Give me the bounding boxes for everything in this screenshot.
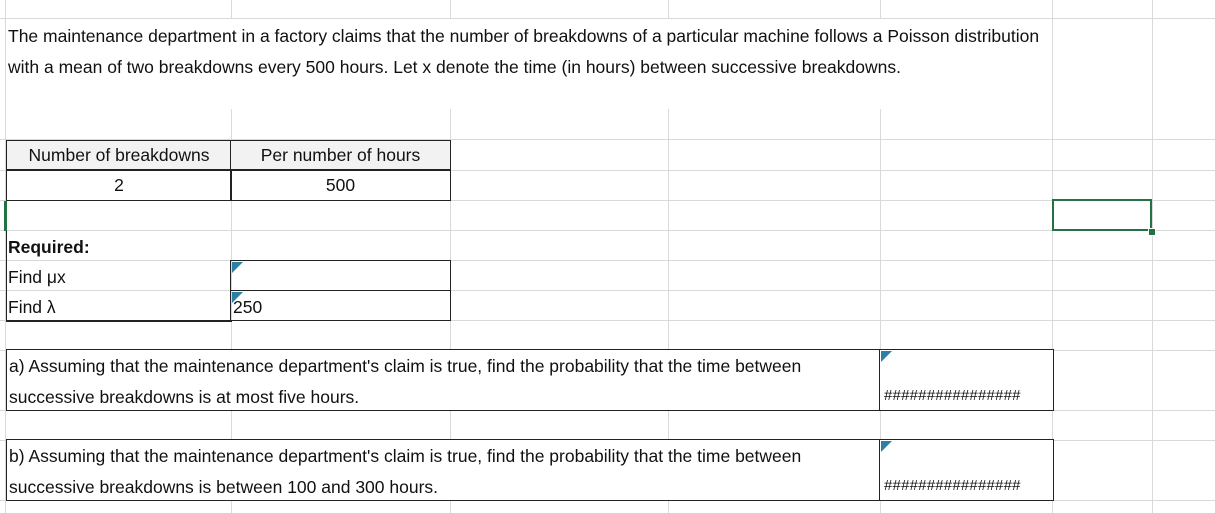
header-number-of-breakdowns[interactable]: Number of breakdowns xyxy=(6,140,232,171)
answer-a-value: ################ xyxy=(884,387,1021,404)
row-selection-marker xyxy=(4,201,7,231)
answer-b-value: ################ xyxy=(884,477,1021,494)
question-b-text: b) Assuming that the maintenance department's claim is true, find the probability that the time between successive breakdowns is between 100 and 300 hours. xyxy=(9,446,802,497)
required-label: Required: xyxy=(8,237,90,257)
question-a-text: a) Assuming that the maintenance department's claim is true, find the probability that the time between successive breakdowns is at most five hours. xyxy=(9,356,802,407)
find-lambda-cell[interactable] xyxy=(230,290,451,321)
fill-handle[interactable] xyxy=(1148,228,1156,236)
cell-breakdowns-value[interactable] xyxy=(6,169,232,201)
header-per-number-of-hours[interactable]: Per number of hours xyxy=(230,140,451,171)
hours-value: 500 xyxy=(325,175,356,195)
cell-hours-value[interactable] xyxy=(230,169,451,201)
find-mu-x-label: Find μx xyxy=(8,267,66,287)
comment-marker-icon xyxy=(232,262,243,273)
find-mu-x-cell[interactable] xyxy=(230,260,451,291)
intro-text: The maintenance department in a factory claims that the number of breakdowns of a particular machine follows a Poisson distribution with a mean of two breakdowns every 500 hours. Let x denote the time (in hours) between successive breakdowns. xyxy=(8,26,1040,77)
required-bottom-border xyxy=(6,320,232,322)
find-lambda-label: Find λ xyxy=(8,297,56,317)
find-lambda-value: 250 xyxy=(233,297,263,317)
active-cell-selection[interactable] xyxy=(1052,199,1152,231)
comment-marker-icon xyxy=(881,351,892,362)
breakdowns-value: 2 xyxy=(114,175,124,195)
comment-marker-icon xyxy=(881,441,892,452)
